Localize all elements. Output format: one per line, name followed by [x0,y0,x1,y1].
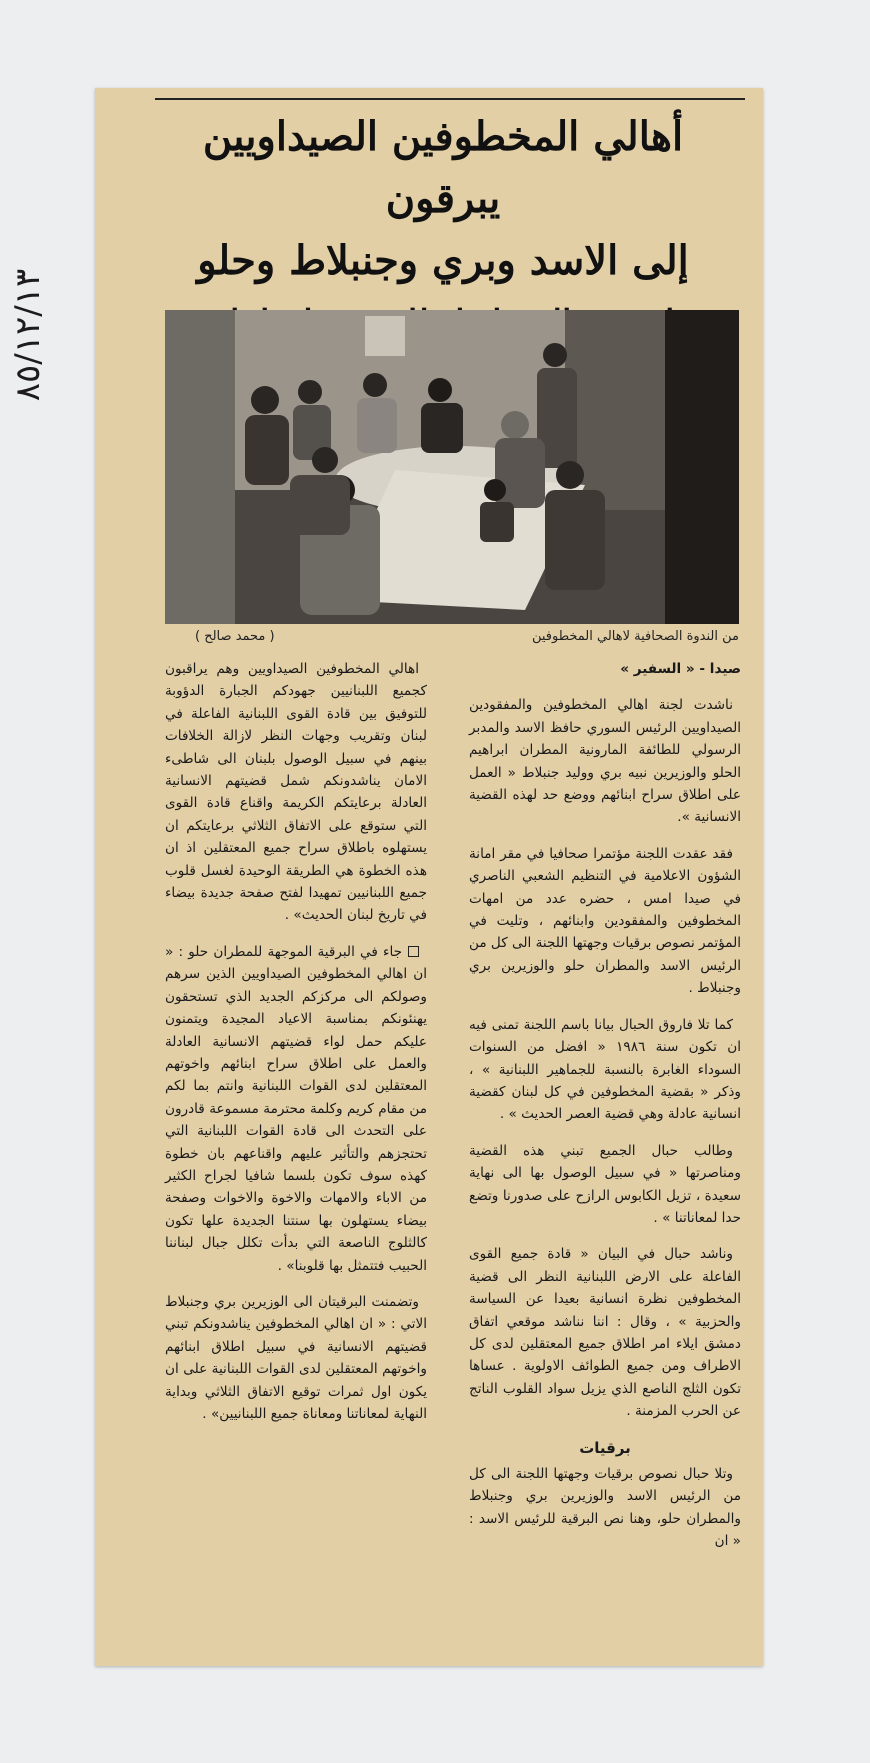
section-subheading: برقيات [579,1438,631,1457]
top-rule [155,98,745,100]
paragraph: وناشد حبال في البيان « قادة جميع القوى الفاعلة على الارض اللبنانية النظر الى قضية المخطوفين نظرة انسانية بعيدا عن السياسة والحزبية » ، وقال : اننا نناشد موقعي اتفاق دمشق ايلاء امر اطلاق جميع المعتقلين لدى كل الاطراف ومن جميع الطوائف الاولوية . عساها تكون الثلج الناصع الذي يزيل سواد القلوب الناتج عن الحرب المزمنة . [469,1246,741,1420]
article-column-left [165,658,427,1439]
paragraph-with-box [165,941,427,1277]
paragraph: ناشدت لجنة اهالي المخطوفين والمفقودين الصيداويين الرئيس السوري حافظ الاسد والمدبر الرسولي للطائفة المارونية المطران ابراهيم الحلو والوزيرين نبيه بري ووليد جنبلاط « العمل على اطلاق سراح ابنائهم ووضع حد لهذه القضية الانسانية ». [469,697,741,826]
paragraph: وتلا حبال نصوص برقيات وجهتها اللجنة الى كل من الرئيس الاسد والوزيرين بري وجنبلاط والمطران حلو، وهنا نص البرقية للرئيس الاسد : « ان [469,1466,741,1550]
dateline: صيدا - « السفير » [620,661,741,677]
paragraph: كما تلا فاروق الحبال بيانا باسم اللجنة تمنى فيه ان تكون سنة ١٩٨٦ « افضل من السنوات السوداء الغابرة بالنسبة للجماهير اللبنانية » ، وذكر « بقضية المخطوفين في كل لبنان كقضية انسانية عادلة وهي قضية العصر الحديث » . [469,1016,741,1123]
paragraph: اهالي المخطوفين الصيداويين وهم يراقبون كجميع اللبنانيين جهودكم الجبارة الدؤوبة للتوفيق بين قادة القوى اللبنانية الفاعلة في لبنان وتقريب وجهات النظر لازالة الخلافات بينهم في سبيل الوصول بلبنان الى شاطىء الامان يناشدونكم شمل قضيتهم الانسانية العادلة برعايتكم الكريمة واقناع قادة القوى التي ستوقع على الاتفاق الثلاثي برعايتكم ان يستهلوه باطلاق سراح جميع المعتقلين اذ ان هذه الخطوة هي الطريقة الوحيدة لغسل قلوب جميع اللبنانيين تمهيدا لفتح صفحة جديدة بيضاء في تاريخ لبنان الحديث» . [165,661,427,924]
headline-line-1: أهالي المخطوفين الصيداويين يبرقون [202,113,684,222]
paragraph: وطالب حبال الجميع تبني هذه القضية ومناصرتها « في سبيل الوصول بها الى نهاية سعيدة ، تزيل الكابوس الرازح على صدورنا وتضع حدا لمعاناتنا » . [469,1142,741,1226]
photo-caption: من الندوة الصحافية لاهالي المخطوفين [531,629,739,644]
square-bullet-icon [408,946,419,957]
handwritten-date [8,210,48,460]
paragraph-text: جاء في البرقية الموجهة للمطران حلو : « ان اهالي المخطوفين الصيداويين الذين سرهم وصولكم الى مركزكم الجديد الذي تستحقون يهنئونكم بمناسبة الاعياد المجيدة ويتمنون عليكم حمل لواء قضيتهم الانسانية العادلة والعمل على اطلاق سراح ابنائهم واخوتهم المعتقلين لدى القوات اللبنانية وانتم بما لكم من مقام كريم وكلمة محترمة مسموعة قادرون على التحدث الى قادة القوات اللبنانية التي تحتجزهم والتأثير عليهم واقناعهم بان خطوة كهذه سوف تكون بلسما شافيا لجراح الكثير من الاباء والامهات والاخوة والاخوات وصفحة بيضاء يستهلون بها سنتنا الجديدة علها تكون كالثلوج الناصعة التي بدأت تكلل جبال لبناننا الحبيب فتتمثل بها قلوبنا» . [165,943,427,1274]
photo-illustration [165,310,739,624]
paragraph: فقد عقدت اللجنة مؤتمرا صحافيا في مقر امانة الشؤون الاعلامية في التنظيم الشعبي الناصري في صيدا امس ، حضره عدد من امهات المخطوفين والمفقودين وابنائهم ، وتليت في المؤتمر نصوص برقيات وجهتها اللجنة الى كل من الرئيس الاسد والمطران حلو والوزيرين بري وجنبلاط . [468,845,741,997]
article-column-right [469,658,741,1567]
paragraph: وتضمنت البرقيتان الى الوزيرين بري وجنبلاط الاتي : « ان اهالي المخطوفين يناشدونكم تبني قضيتهم الانسانية في سبيل اطلاق ابنائهم واخوتهم المعتقلين لدى القوات اللبنانية على ان يكون اول ثمرات توقيع الاتفاق الثلاثي وبداية النهاية لمعاناتنا ومعاناة جميع اللبنانيين» . [165,1293,427,1422]
headline-line-2: إلى الاسد وبري وجنبلاط وحلو [197,237,689,284]
photo-credit: ( محمد صالح ) [195,629,275,644]
newspaper-clipping [95,88,763,1666]
press-conference-photo [165,310,739,624]
handwritten-date-text: ٨٥/١٢/١٣ [8,268,48,402]
